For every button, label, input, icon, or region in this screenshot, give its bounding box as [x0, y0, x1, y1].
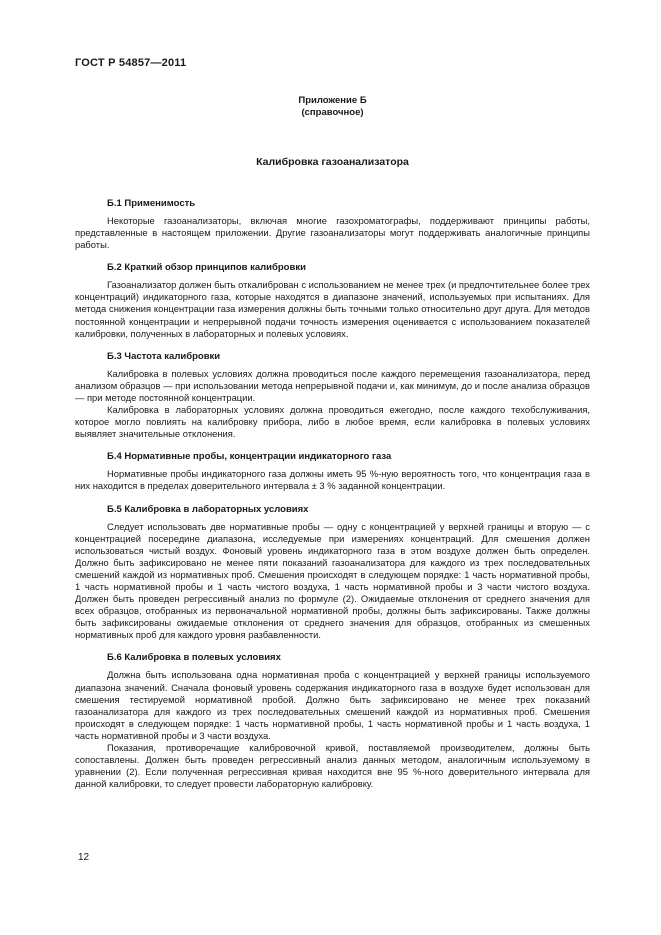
body-paragraph: Калибровка в лабораторных условиях должна проводиться ежегодно, после каждого техобслуживания, которое могло повлиять на калибровку прибора, либо в любое время, если калибровка в полевых условиях выявляет значительные отклонения.	[75, 404, 590, 440]
body-paragraph: Калибровка в полевых условиях должна проводиться после каждого перемещения газоанализатора, перед анализом образцов — при использовании метода непрерывной подачи и, как минимум, до и после анализа образцов — при методе постоянной концентрации.	[75, 367, 590, 403]
page-title: Калибровка газоанализатора	[256, 156, 409, 168]
appendix-title: Приложение Б	[298, 95, 367, 106]
section-heading: Б.1 Применимость	[107, 198, 196, 209]
body-paragraph: Показания, противоречащие калибровочной кривой, поставляемой производителем, должны быть сопоставлены. Должен быть проведен регрессивный анализ данных методом, аналогичным используемому в уравнении (2). Если полученная регрессивная кривая находится вне 95 %-ного доверительного интервала для данной калибровки, то следует провести лабораторную калибровку.	[75, 742, 590, 790]
document-standard-number: ГОСТ Р 54857—2011	[75, 57, 187, 69]
appendix-subtitle: (справочное)	[301, 107, 364, 118]
section-heading: Б.2 Краткий обзор принципов калибровки	[107, 262, 306, 274]
body-paragraph: Некоторые газоанализаторы, включая многие газохроматографы, поддерживают принципы работы, представленные в настоящем приложении. Другие газоанализаторы могут поддерживать аналогичные принципы работы.	[75, 215, 590, 251]
section-heading: Б.5 Калибровка в лабораторных условиях	[107, 503, 309, 515]
page-number: 12	[78, 852, 90, 863]
body-paragraph: Следует использовать две нормативные пробы — одну с концентрацией у верхней границы и вторую — с концентрацией посередине диапазона, исследуемые при измерениях концентраций. Для смешения должен использоваться чистый воздух. Фоновый уровень индикаторного газа в этом воздухе должен быть определен. Должно быть зафиксировано не менее пяти показаний газоанализатора для каждого из трех последовательных смешений каждой из нормативных проб. Смешения происходят в следующем порядке: 1 часть нормативной пробы, 1 часть нормативной пробы и 1 часть чистого воздуха, 1 часть нормативной пробы и 3 части чистого воздуха. Должен быть проведен регрессивный анализ по формуле (2). Ожидаемые отклонения от среднего значения для всех образцов, отобранных из первоначальной нормативной пробы, должны быть зафиксированы. Также должны быть зафиксированы ожидаемые отклонения от среднего значения для образцов, отобранных из смешенных нормативных проб для каждого уровня разбавленности.	[75, 520, 590, 641]
sections-container	[75, 198, 590, 790]
body-paragraph: Газоанализатор должен быть откалиброван с использованием не менее трех (и предпочтительнее более трех концентраций) индикаторного газа, которые находятся в диапазоне значений, используемых при испытаниях. Для метода снижения концентрации газа измерения должны быть точными только относительно друг друга. Для методов постоянной концентрации и непрерывной подачи точность измерения оценивается с использованием показателей калибровки, полученных в лабораторных и полевых условиях.	[75, 279, 590, 339]
section-heading: Б.4 Нормативные пробы, концентрации индикаторного газа	[107, 451, 392, 463]
body-paragraph: Должна быть использована одна нормативная проба с концентрацией у верхней границы используемого диапазона значений. Сначала фоновый уровень содержания индикаторного газа в воздухе будет использован для смешения тестируемой нормативной пробой. Должно быть зафиксировано не менее трех показаний газоанализатора для каждого из трех последовательных смешений каждой из нормативных проб. Смешения происходят в следующем порядке: 1 часть нормативной пробы, 1 часть нормативной пробы и 1 часть воздуха, 1 часть нормативной пробы и 3 части воздуха.	[75, 669, 590, 741]
body-paragraph: Нормативные пробы индикаторного газа должны иметь 95 %-ную вероятность того, что концентрация газа в них находится в пределах доверительного интервала ± 3 % заданной концентрации.	[75, 468, 590, 492]
section-heading: Б.6 Калибровка в полевых условиях	[107, 652, 281, 664]
section-heading: Б.3 Частота калибровки	[107, 350, 221, 362]
